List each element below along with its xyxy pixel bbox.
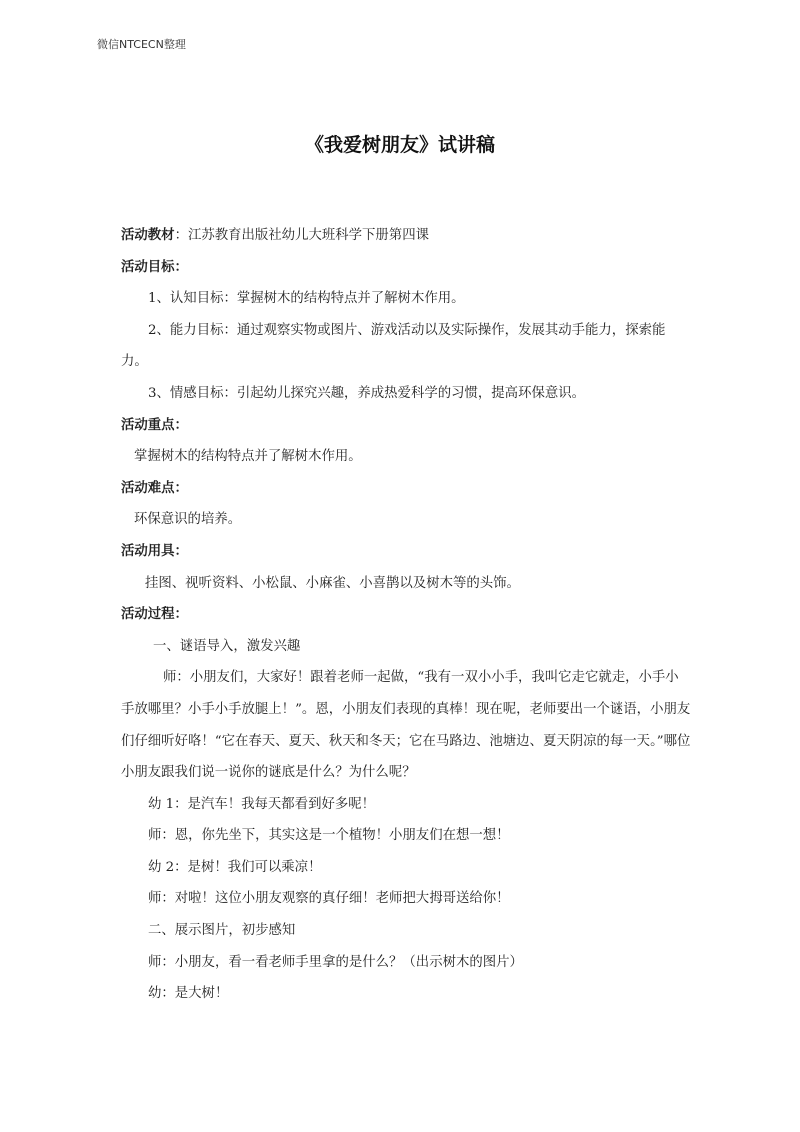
goal-2 [121, 315, 691, 378]
process-heading: 活动过程： [121, 607, 188, 623]
goals-heading: 活动目标： [121, 259, 188, 275]
step-1-heading: 一、谜语导入，激发兴趣 [153, 638, 301, 654]
document-body [121, 220, 691, 1010]
difficulty-heading: 活动难点： [121, 480, 188, 496]
difficulty-value: 环保意识的培养。 [134, 512, 242, 528]
material-label: 活动教材 [121, 228, 175, 243]
header-note: 微信NTCECN整理 [97, 38, 186, 51]
teacher-4: 师：小朋友，看一看老师手里拿的是什么？（出示树木的图片） [148, 954, 523, 970]
step-2-heading: 二、展示图片，初步感知 [148, 923, 296, 939]
document-title: 《我爱树朋友》试讲稿 [304, 134, 495, 156]
goal-2-text: 2、能力目标：通过观察实物或图片、游戏活动以及实际操作，发展其动手能力，探索能力。 [121, 322, 666, 370]
tools-value: 挂图、视听资料、小松鼠、小麻雀、小喜鹊以及树木等的头饰。 [145, 575, 520, 591]
teacher-intro: 师：小朋友们，大家好！跟着老师一起做，“我有一双小小手，我叫它走它就走，小手小手放哪里？小手小手放腿上！”。恩，小朋友们表现的真棒！现在呢，老师要出一个谜语，小朋友们仔细听好咯！“它在春天、夏天、秋天和冬天；它在马路边、池塘边、夏天阴凉的每一天。”哪位小朋友跟我们说一说你的谜底是什么？为什么呢？ [121, 670, 691, 781]
child-1: 幼 1：是汽车！我每天都看到好多呢！ [148, 796, 376, 812]
material-value: ：江苏教育出版社幼儿大班科学下册第四课 [174, 228, 429, 243]
key-heading: 活动重点： [121, 417, 188, 433]
teacher-3: 师：对啦！这位小朋友观察的真仔细！老师把大拇哥送给你！ [148, 891, 510, 907]
teacher-2: 师：恩，你先坐下，其实这是一个植物！小朋友们在想一想！ [148, 828, 510, 844]
tools-heading: 活动用具： [121, 543, 188, 559]
goal-1: 1、认知目标：掌握树木的结构特点并了解树木作用。 [148, 291, 465, 307]
child-2: 幼 2：是树！我们可以乘凉！ [148, 859, 322, 875]
material-line [121, 220, 691, 252]
goal-3: 3、情感目标：引起幼儿探究兴趣，养成热爱科学的习惯，提高环保意识。 [148, 385, 586, 401]
child-3: 幼：是大树！ [148, 986, 229, 1002]
key-value: 掌握树木的结构特点并了解树木作用。 [134, 449, 362, 465]
